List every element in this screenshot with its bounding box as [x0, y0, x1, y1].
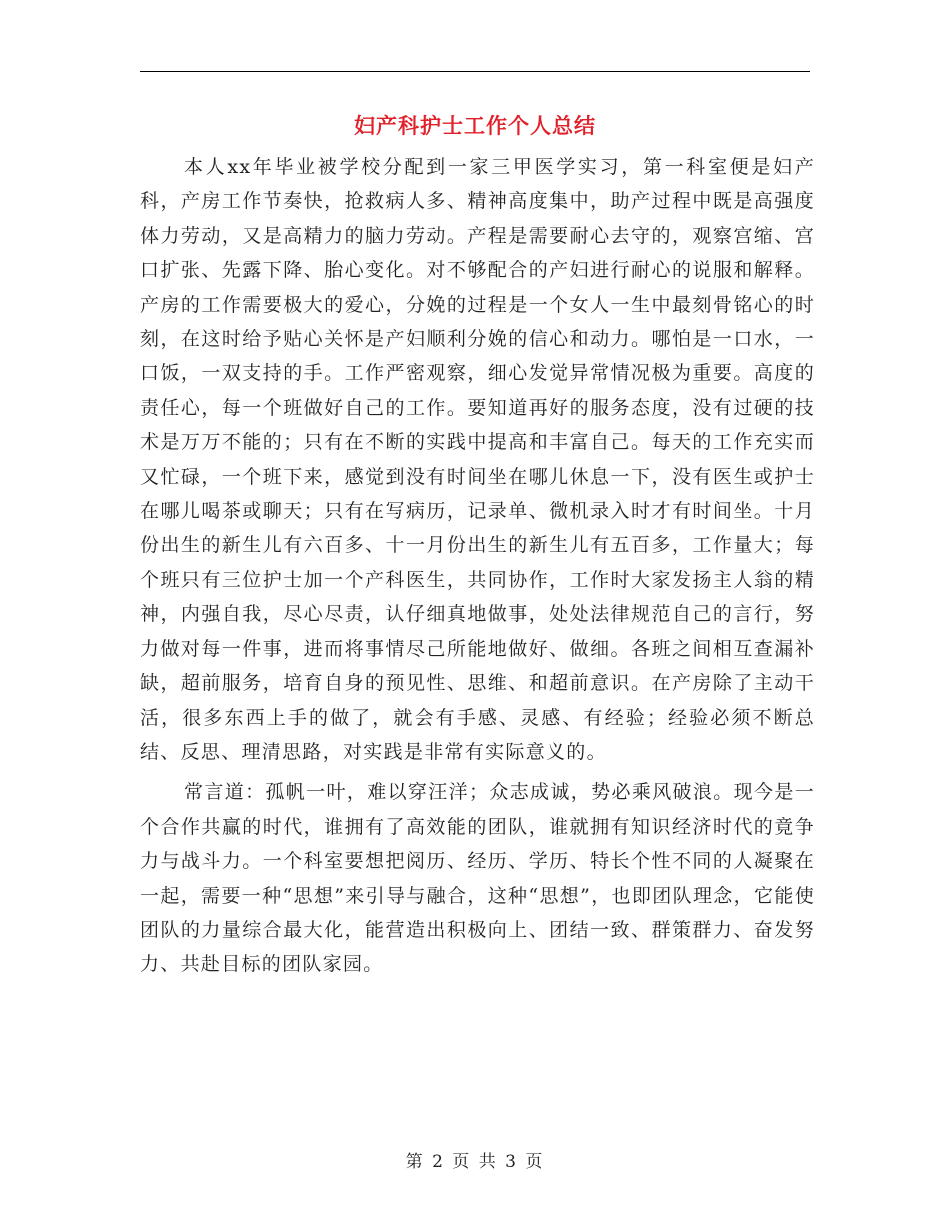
document-title: 妇产科护士工作个人总结 — [354, 113, 596, 138]
header-rule — [140, 71, 810, 72]
document-body — [140, 150, 815, 982]
page-number: 第 2 页 共 3 页 — [405, 1152, 545, 1172]
paragraph-2: 常言道：孤帆一叶，难以穿汪洋；众志成诚，势必乘风破浪。现今是一个合作共赢的时代，谁拥有了高效能的团队，谁就拥有知识经济时代的竟争力与战斗力。一个科室要想把阅历、经历、学历、特长个性不同的人凝聚在一起，需要一种“思想”来引导与融合，这种“思想”，也即团队理念，它能使团队的力量综合最大化，能营造出积极向上、团结一致、群策群力、奋发努力、共赴目标的团队家园。 — [140, 781, 815, 976]
paragraph-1: 本人xx年毕业被学校分配到一家三甲医学实习，第一科室便是妇产科，产房工作节奏快，抢救病人多、精神高度集中，助产过程中既是高强度体力劳动，又是高精力的脑力劳动。产程是需要耐心去守的，观察宫缩、宫口扩张、先露下降、胎心变化。对不够配合的产妇进行耐心的说服和解释。产房的工作需要极大的爱心，分娩的过程是一个女人一生中最刻骨铭心的时刻，在这时给予贴心关怀是产妇顺利分娩的信心和动力。哪怕是一口水，一口饭，一双支持的手。工作严密观察，细心发觉异常情况极为重要。高度的责任心，每一个班做好自己的工作。要知道再好的服务态度，没有过硬的技术是万万不能的；只有在不断的实践中提高和丰富自己。每天的工作充实而又忙碌，一个班下来，感觉到没有时间坐在哪儿休息一下，没有医生或护士在哪儿喝茶或聊天；只有在写病历，记录单、微机录入时才有时间坐。十月份出生的新生儿有六百多、十一月份出生的新生儿有五百多，工作量大；每个班只有三位护士加一个产科医生，共同协作，工作时大家发扬主人翁的精神，内强自我，尽心尽责，认仔细真地做事，处处法律规范自己的言行，努力做对每一件事，进而将事情尽己所能地做好、做细。各班之间相互查漏补缺，超前服务，培育自身的预见性、思维、和超前意识。在产房除了主动干活，很多东西上手的做了，就会有手感、灵感、有经验；经验必须不断总结、反思、理清思路，对实践是非常有实际意义的。 — [140, 156, 815, 763]
